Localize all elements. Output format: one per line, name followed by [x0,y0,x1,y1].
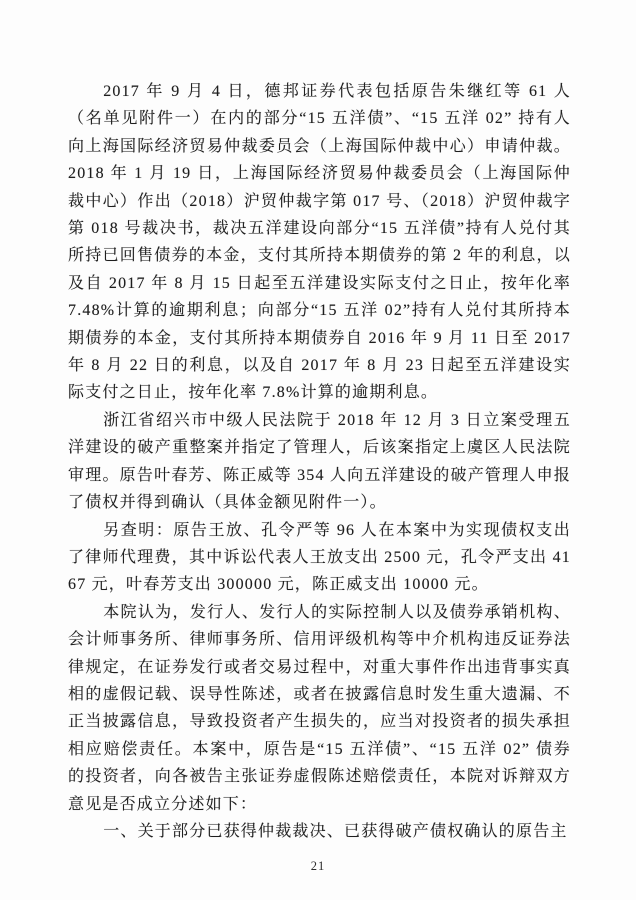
body-paragraph: 本院认为，发行人、发行人的实际控制人以及债券承销机构、会计师事务所、律师事务所、信用评级机构等中介机构违反证券法律规定，在证券发行或者交易过程中，对重大事件作出违背事实真相的虚假记载、误导性陈述，或者在披露信息时发生重大遗漏、不正当披露信息，导致投资者产生损失的，应当对投资者的损失承担相应赔偿责任。本案中，原告是“15 五洋债”、“15 五洋 02” 债券的投资者，向各被告主张证券虚假陈述赔偿责任，本院对诉辩双方意见是否成立分述如下： [68,603,571,813]
body-paragraph: 浙江省绍兴市中级人民法院于 2018 年 12 月 3 日立案受理五洋建设的破产重整案并指定了管理人，后该案指定上虞区人民法院审理。原告叶春芳、陈正威等 354 人向五洋建设的破产管理人申报了债权并得到确认（具体金额见附件一）。 [68,411,571,512]
body-paragraph: 2017 年 9 月 4 日，德邦证券代表包括原告朱继红等 61 人（名单见附件一）在内的部分“15 五洋债”、“15 五洋 02” 持有人向上海国际经济贸易仲裁委员会（上海国际仲裁中心）申请仲裁。2018 年 1 月 19 日，上海国际经济贸易仲裁委员会（上海国际仲裁中心）作出（2018）沪贸仲裁字第 017 号、（2018）沪贸仲裁字第 018 号裁决书，裁决五洋建设向部分“15 五洋债”持有人兑付其所持已回售债券的本金，支付其所持本期债券的第 2 年的利息，以及自 2017 年 8 月 15 日起至五洋建设实际支付之日止，按年化率 7.48%计算的逾期利息；向部分“15 五洋 02”持有人兑付其所持本期债券的本金，支付其所持本期债券自 2016 年 9 月 11 日至 2017 年 8 月 22 日的利息，以及自 2017 年 8 月 23 日起至五洋建设实际支付之日止，按年化率 7.8%计算的逾期利息。 [68,83,571,402]
document-text-block [68,78,571,845]
page-number: 21 [310,859,326,873]
body-paragraph: 另查明：原告王放、孔令严等 96 人在本案中为实现债权支出了律师代理费，其中诉讼代表人王放支出 2500 元，孔令严支出 4167 元，叶春芳支出 300000 元，陈正威支出 10000 元。 [68,521,571,594]
body-paragraph: 一、关于部分已获得仲裁裁决、已获得破产债权确认的原告主 [103,822,568,840]
